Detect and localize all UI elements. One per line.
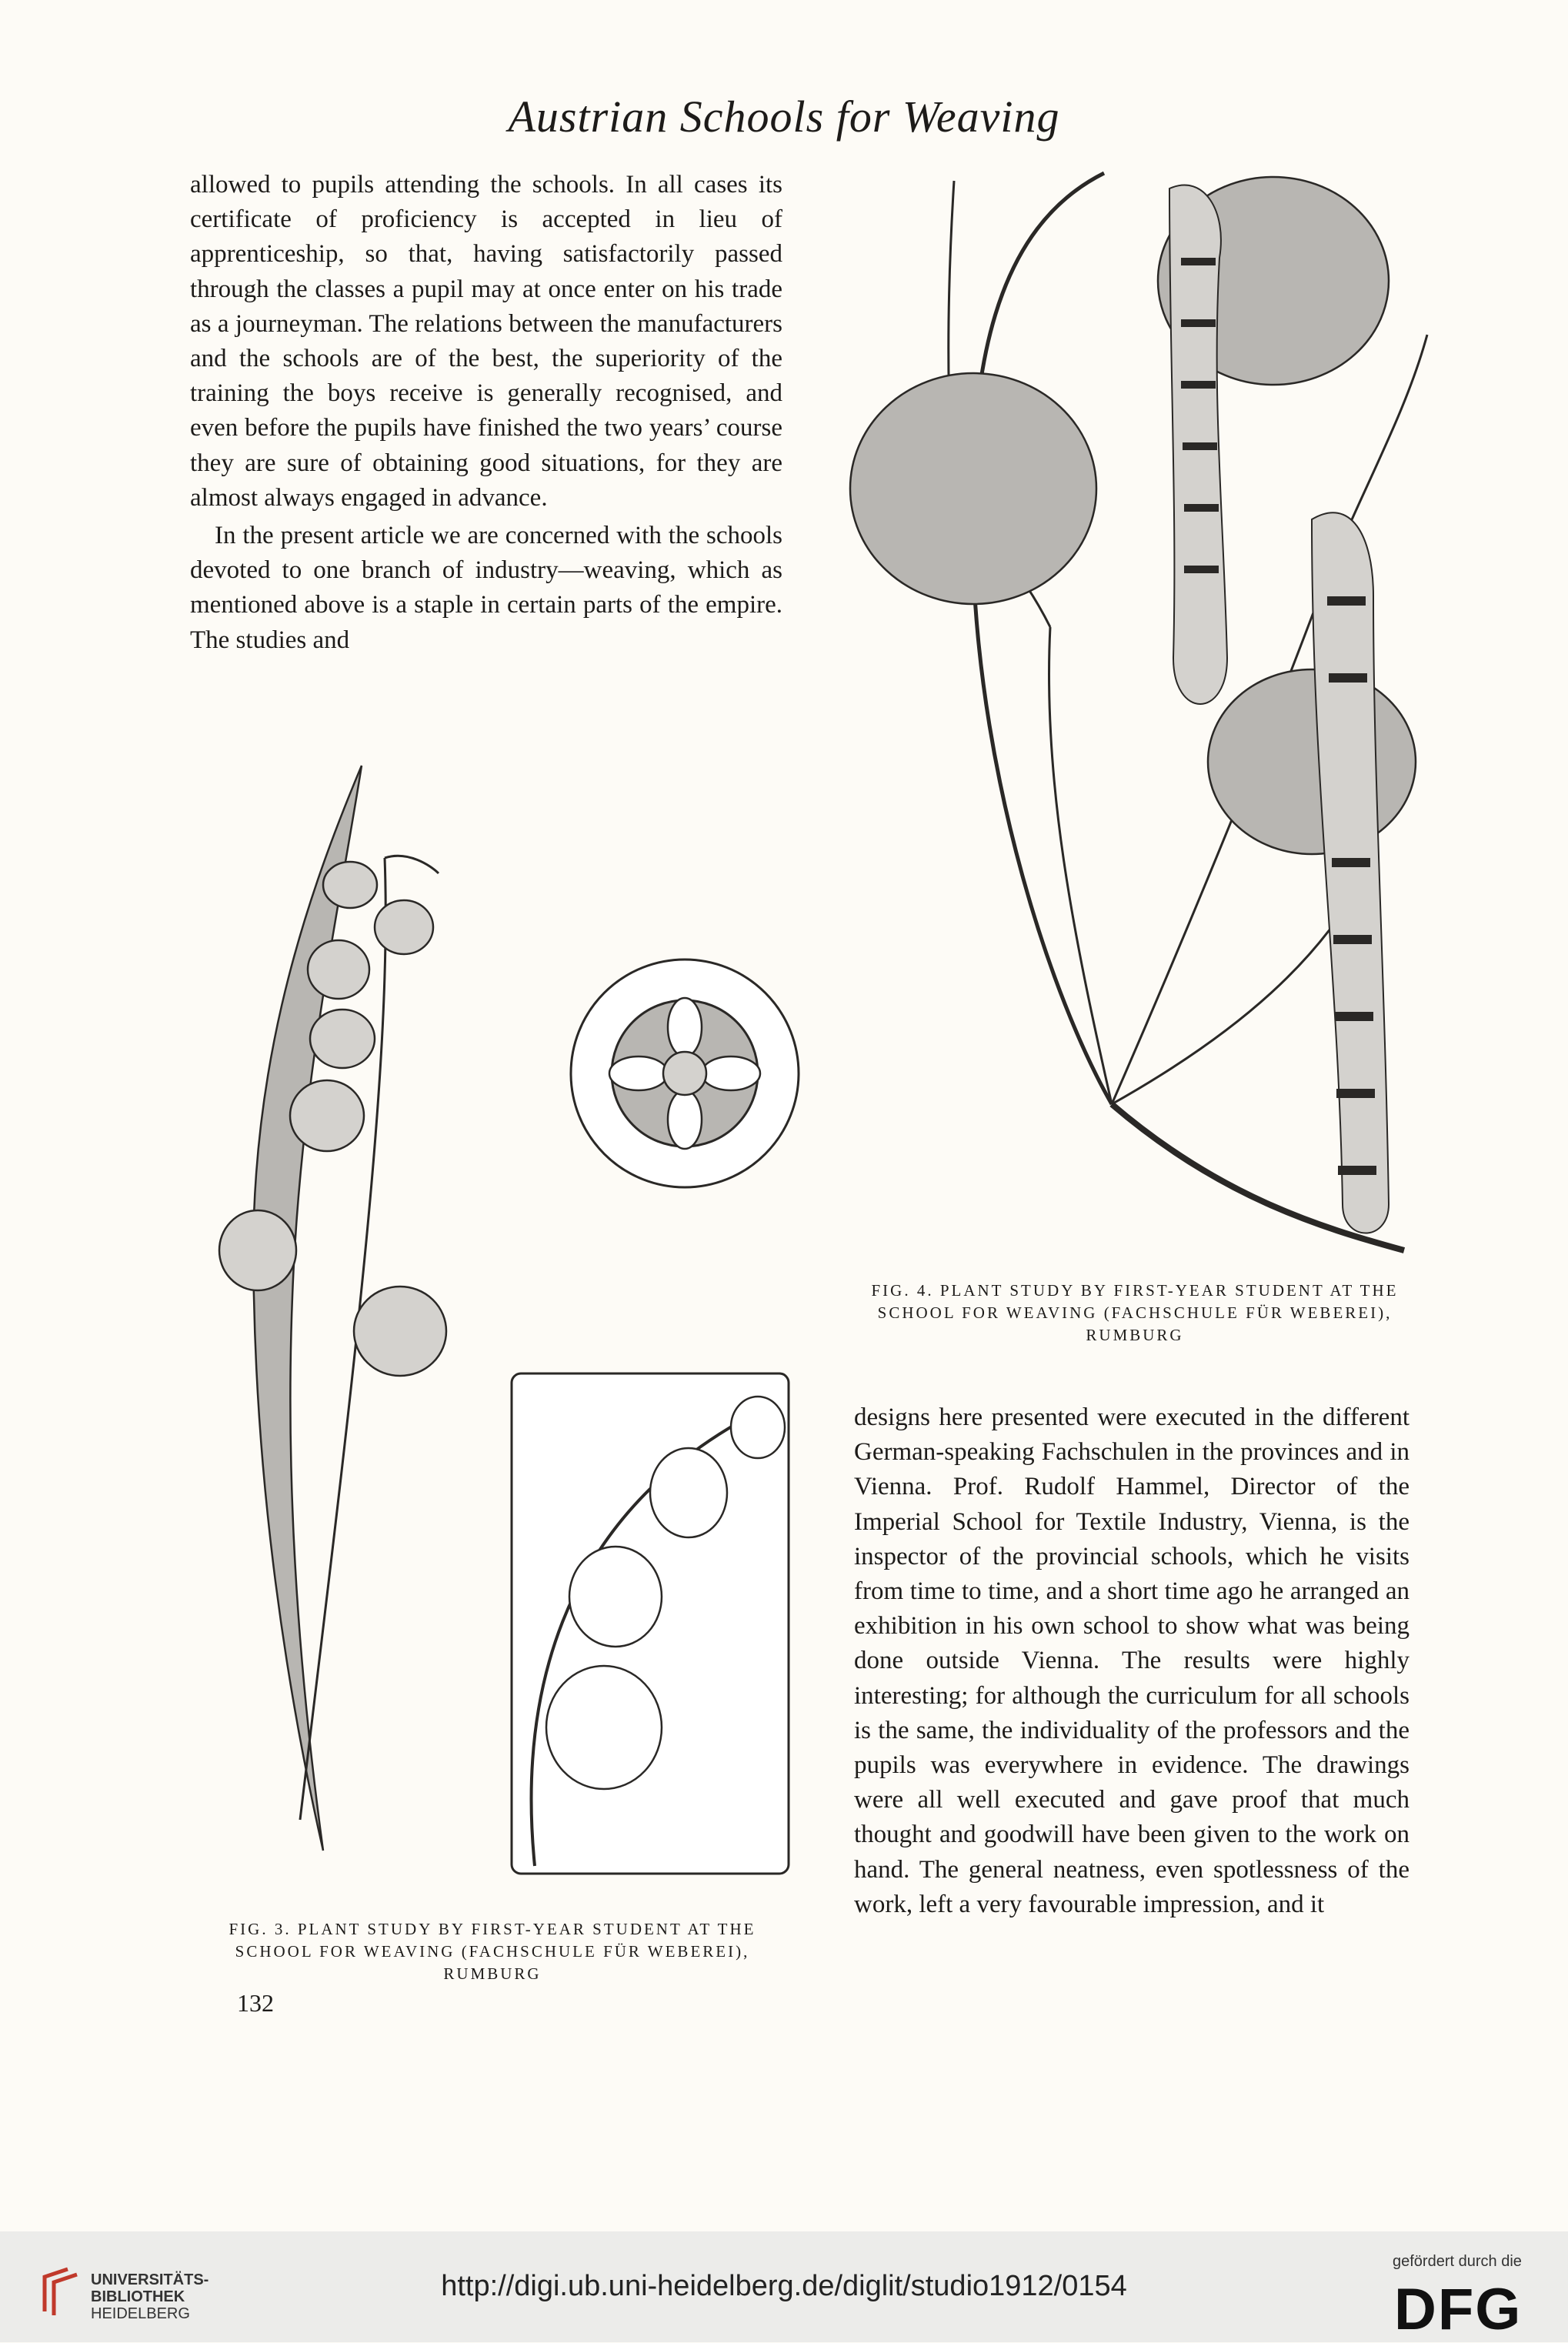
fig3-lily-study-illustration	[208, 758, 485, 1858]
left-paragraph-1: allowed to pupils attending the schools. In all cases its certificate of proficiency is accepted in lieu of apprenticeship, so that, having satisfactorily passed through the classes a pupil may at once enter on his trade as a journeyman. The relations between the manufacturers and the schools are of the best, the superiority of the training the boys receive is generally recognised, and even before the pupils have finished the two years’ course they are sure of obtaining good situations, for they are almost always engaged in advance.	[190, 171, 782, 512]
rosette-ornament	[565, 954, 804, 1193]
fig4-caption-line-1: FIG. 4. PLANT STUDY BY FIRST-YEAR STUDENT AT THE	[871, 1281, 1399, 1300]
fig3-caption	[185, 1918, 800, 1985]
funding-label: gefördert durch die	[1393, 2253, 1522, 2270]
left-column-text	[190, 168, 782, 658]
fig4-caption-line-3: RUMBURG	[1086, 1326, 1184, 1344]
source-url-link[interactable]: http://digi.ub.uni-heidelberg.de/diglit/studio1912/0154	[441, 2270, 1127, 2302]
left-paragraph-2: In the present article we are concerned with the schools devoted to one branch of industry—weaving, which as mentioned above is a staple in certain parts of the empire. The studies and	[190, 522, 782, 654]
lily-border-panel	[504, 1366, 796, 1881]
dfg-logo: DFG	[1394, 2277, 1523, 2342]
running-head: Austrian Schools for Weaving	[508, 92, 1060, 142]
library-name-line-1: UNIVERSITÄTS-	[91, 2271, 209, 2288]
page-number: 132	[237, 1989, 274, 2017]
fig3-caption-line-1: FIG. 3. PLANT STUDY BY FIRST-YEAR STUDENT AT THE	[229, 1920, 756, 1938]
fig3-caption-line-2: SCHOOL FOR WEAVING (FACHSCHULE FÜR WEBEREI),	[235, 1942, 750, 1961]
library-name-line-2: BIBLIOTHEK	[91, 2288, 185, 2305]
right-column-text	[854, 1400, 1410, 1922]
right-paragraph: designs here presented were executed in the different German-speaking Fachschulen in the provinces and in Vienna. Prof. Rudolf Hammel, Director of the Imperial School for Textile Industry, Vienna, is the inspector of the provincial schools, which he visits from time to time, and a short time ago he arranged an exhibition in his own school to show what was being done outside Vienna. The results were highly interesting; for although the curriculum for all schools is the same, the individuality of the professors and the pupils was everywhere in evidence. The drawings were all well executed and gave proof that much thought and goodwill have been given to the work on hand. The general neatness, even spotlessness of the work, left a very favourable impression, and it	[854, 1403, 1410, 1918]
fig3-caption-line-3: RUMBURG	[443, 1964, 542, 1983]
fig4-plant-study-illustration	[819, 165, 1435, 1262]
fig4-caption	[842, 1280, 1427, 1347]
fig4-caption-line-2: SCHOOL FOR WEAVING (FACHSCHULE FÜR WEBEREI),	[877, 1303, 1393, 1322]
library-name-line-3: HEIDELBERG	[91, 2305, 190, 2322]
digitization-footer	[0, 2231, 1568, 2342]
